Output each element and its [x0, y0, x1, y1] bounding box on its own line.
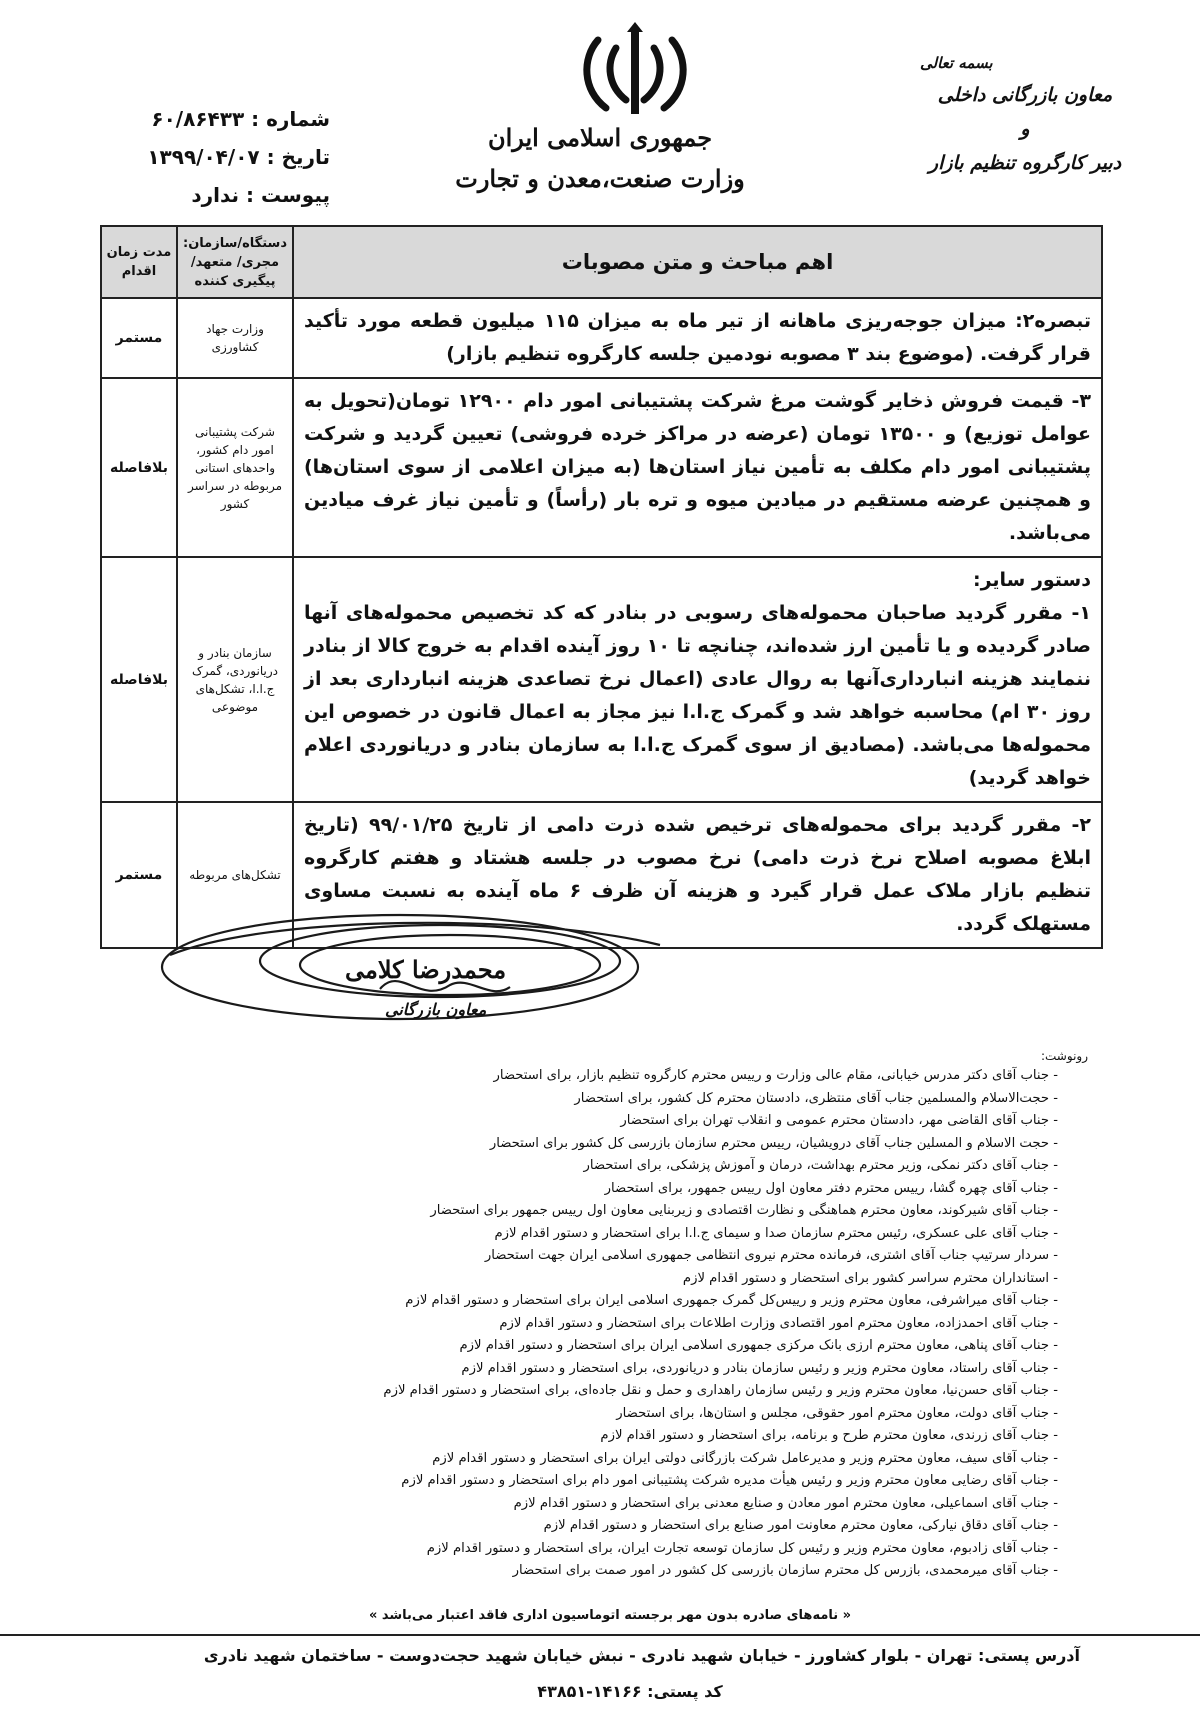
sender-line-1: معاون بازرگانی داخلی [937, 84, 1113, 106]
table-row [101, 298, 1102, 378]
header-subject: اهم مباحث و متن مصوبات [293, 226, 1102, 298]
attachment-value: ندارد [191, 183, 240, 207]
row-time: بلافاصله [101, 557, 177, 802]
row-time: بلافاصله [101, 378, 177, 557]
list-item: - جناب آقای شیرکوند، معاون محترم هماهنگی و نظارت اقتصادی و زیربنایی معاون اول رییس جمهور برای استحضار [200, 1200, 1058, 1223]
footer-divider [0, 1634, 1200, 1636]
list-item: - جناب آقای میرمحمدی، بازرس کل محترم سازمان بازرسی کل کشور در امور صمت برای استحضار [200, 1560, 1058, 1583]
cc-label: رونوشت: [1040, 1049, 1088, 1063]
emblem-icon [560, 20, 710, 120]
list-item: - جناب آقای حسن‌نیا، معاون محترم وزیر و رئیس سازمان راهداری و حمل و نقل جاده‌ای، برای استحضار و دستور اقدام لازم [200, 1380, 1058, 1403]
sender-block [900, 48, 1150, 180]
list-item: - استانداران محترم سراسر کشور برای استحضار و دستور اقدام لازم [200, 1268, 1058, 1291]
date-value: ۱۳۹۹/۰۴/۰۷ [147, 145, 260, 169]
number-value: ۶۰/۸۶۴۳۳ [151, 107, 245, 131]
country-name: جمهوری اسلامی ایران [487, 123, 713, 152]
row-text: تبصره۲: میزان جوجه‌ریزی ماهانه از تیر ماه به میزان ۱۱۵ میلیون قطعه مورد تأکید قرار گرفت. (موضوع بند ۳ مصوبه نودمین جلسه کارگروه تنظیم بازار) [293, 298, 1102, 378]
letter-attachment [110, 176, 330, 214]
header-time: مدت زمان اقدام [101, 226, 177, 298]
row-text: ۲- مقرر گردید برای محموله‌های ترخیص شده ذرت دامی از تاریخ ۹۹/۰۱/۲۵ (تاریخ ابلاغ مصوبه اصلاح نرخ ذرت دامی) نرخ مصوب در جلسه هشتاد و هفتم کارگروه تنظیم بازار ملاک عمل قرار گیرد و هزینه آن ظرف ۶ ماه آینده به نسبت مساوی مستهلک گردد. [293, 802, 1102, 948]
issuer [420, 118, 780, 200]
list-item: - جناب آقای سیف، معاون محترم وزیر و مدیرعامل شرکت بازرگانی دولتی ایران برای استحضار و دستور اقدام لازم [200, 1448, 1058, 1471]
number-label: شماره : [251, 107, 330, 131]
list-item: - جناب آقای دکتر نمکی، وزیر محترم بهداشت، درمان و آموزش پزشکی، برای استحضار [200, 1155, 1058, 1178]
list-item: - جناب آقای علی عسکری، رئیس محترم سازمان صدا و سیمای ج.ا.ا برای استحضار و دستور اقدام لازم [200, 1223, 1058, 1246]
resolutions-table [100, 225, 1103, 949]
list-item: - جناب آقای زادبوم، معاون محترم وزیر و رئیس کل سازمان توسعه تجارت ایران، برای استحضار و دستور اقدام لازم [200, 1538, 1058, 1561]
list-item: - جناب آقای القاضی مهر، دادستان محترم عمومی و انقلاب تهران برای استحضار [200, 1110, 1058, 1133]
list-item: - جناب آقای دولت، معاون محترم امور حقوقی، مجلس و استان‌ها، برای استحضار [200, 1403, 1058, 1426]
attachment-label: پیوست : [245, 183, 330, 207]
row-device: وزارت جهاد کشاورزی [177, 298, 293, 378]
row-device: سازمان بنادر و دریانوردی، گمرک ج.ا.ا، تشکل‌های موضوعی [177, 557, 293, 802]
bismillah: بسمه تعالی [920, 54, 993, 72]
list-item: - جناب آقای چهره گشا، رییس محترم دفتر معاون اول رییس جمهور، برای استحضار [200, 1178, 1058, 1201]
row-text: ۳- قیمت فروش ذخایر گوشت مرغ شرکت پشتیبانی امور دام ۱۲۹۰۰ تومان(تحویل به عوامل توزیع) و ۱۳۵۰۰ تومان (عرضه در مراکز خرده فروشی) تعیین گردید و شرکت پشتیبانی امور دام مکلف به تأمین نیاز استان‌ها (به میزان اعلامی از سوی استان‌ها) و همچنین عرضه مستقیم در میادین میوه و تره بار (رأساً) و تأمین نیاز غرف میادین می‌باشد. [293, 378, 1102, 557]
signatory-role: معاون بازرگانی [385, 1000, 487, 1019]
list-item: - سردار سرتیپ جناب آقای اشتری، فرمانده محترم نیروی انتظامی جمهوری اسلامی ایران جهت استحضار [200, 1245, 1058, 1268]
postal-code: کد پستی: ۱۴۱۶۶-۴۳۸۵۱ [537, 1682, 723, 1701]
postal-address: آدرس پستی: تهران - بلوار کشاورز - خیابان شهید نادری - نبش خیابان شهید حجت‌دوست - ساختمان شهید نادری [203, 1646, 1080, 1665]
sender-line-2: و [1020, 118, 1030, 140]
list-item: - جناب آقای اسماعیلی، معاون محترم امور معادن و صنایع معدنی برای استحضار و دستور اقدام لازم [200, 1493, 1058, 1516]
row-time: مستمر [101, 298, 177, 378]
list-item: - جناب آقای احمدزاده، معاون محترم امور اقتصادی وزارت اطلاعات برای استحضار و دستور اقدام لازم [200, 1313, 1058, 1336]
list-item: - حجت الاسلام و المسلین جناب آقای درویشیان، رییس محترم سازمان بازرسی کل کشور برای استحضار [200, 1133, 1058, 1156]
table-row [101, 557, 1102, 802]
cc-items [200, 1065, 1058, 1583]
list-item: - جناب آقای راستاد، معاون محترم وزیر و رئیس سازمان بنادر و دریانوردی، برای استحضار و دستور اقدام لازم [200, 1358, 1058, 1381]
section-title: دستور سایر: [972, 569, 1091, 591]
list-item: - حجت‌الاسلام والمسلمین جناب آقای منتظری، دادستان محترم کل کشور، برای استحضار [200, 1088, 1058, 1111]
list-item: - جناب آقای دقاق نیارکی، معاون محترم معاونت امور صنایع برای استحضار و دستور اقدام لازم [200, 1515, 1058, 1538]
letter-number [110, 100, 330, 138]
list-item: - جناب آقای زرندی، معاون محترم طرح و برنامه، برای استحضار و دستور اقدام لازم [200, 1425, 1058, 1448]
list-item: - جناب آقای دکتر مدرس خیابانی، مقام عالی وزارت و رییس محترم کارگروه تنظیم بازار، برای استحضار [200, 1065, 1058, 1088]
sender-line-3: دبیر کارگروه تنظیم بازار [928, 152, 1122, 174]
list-item: - جناب آقای رضایی معاون محترم وزیر و رئیس هیأت مدیره شرکت پشتیبانی امور دام برای استحضار و دستور اقدام لازم [200, 1470, 1058, 1493]
date-label: تاریخ : [266, 145, 330, 169]
validity-notice: « نامه‌های صادره بدون مهر برجسته اتوماسیون اداری فاقد اعتبار می‌باشد » [368, 1608, 852, 1623]
signatory-name: محمدرضا کلامی [345, 955, 507, 984]
table-row [101, 378, 1102, 557]
row-text: ۱- مقرر گردید صاحبان محموله‌های رسوبی در بنادر که کد تخصیص محموله‌های آنها صادر گردیده و یا تأمین ارز شده‌اند، چنانچه تا ۱۰ روز آینده اقدام به خروج کالا از بنادر ننمایند هزینه انبارداری‌آنها به روال عادی (اعمال نرخ تصاعدی هزینه انبارداری بعد از روز ۳۰ ام) محاسبه خواهد شد و گمرک ج.ا.ا نیز مجاز به اعمال قانون در خصوص این محموله‌ها می‌باشد. (مصادیق از سوی گمرک ج.ا.ا به سازمان بنادر و دریانوردی اعلام خواهد گردید) [304, 602, 1091, 789]
ministry-name: وزارت صنعت،معدن و تجارت [455, 164, 745, 193]
header-device: دستگاه/سازمان: مجری/ متعهد/ پیگیری کننده [177, 226, 293, 298]
row-device: تشکل‌های مربوطه [177, 802, 293, 948]
letter-date [110, 138, 330, 176]
letter-meta [110, 100, 330, 214]
row-time: مستمر [101, 802, 177, 948]
table-header-row [101, 226, 1102, 298]
cc-list [200, 1047, 1088, 1583]
list-item: - جناب آقای میراشرفی، معاون محترم وزیر و رییس‌کل گمرک جمهوری اسلامی ایران برای استحضار و دستور اقدام لازم [200, 1290, 1058, 1313]
row-device: شرکت پشتیبانی امور دام کشور، واحدهای استانی مربوطه در سراسر کشور [177, 378, 293, 557]
row-text-cell [293, 557, 1102, 802]
list-item: - جناب آقای پناهی، معاون محترم ارزی بانک مرکزی جمهوری اسلامی ایران برای استحضار و دستور اقدام لازم [200, 1335, 1058, 1358]
